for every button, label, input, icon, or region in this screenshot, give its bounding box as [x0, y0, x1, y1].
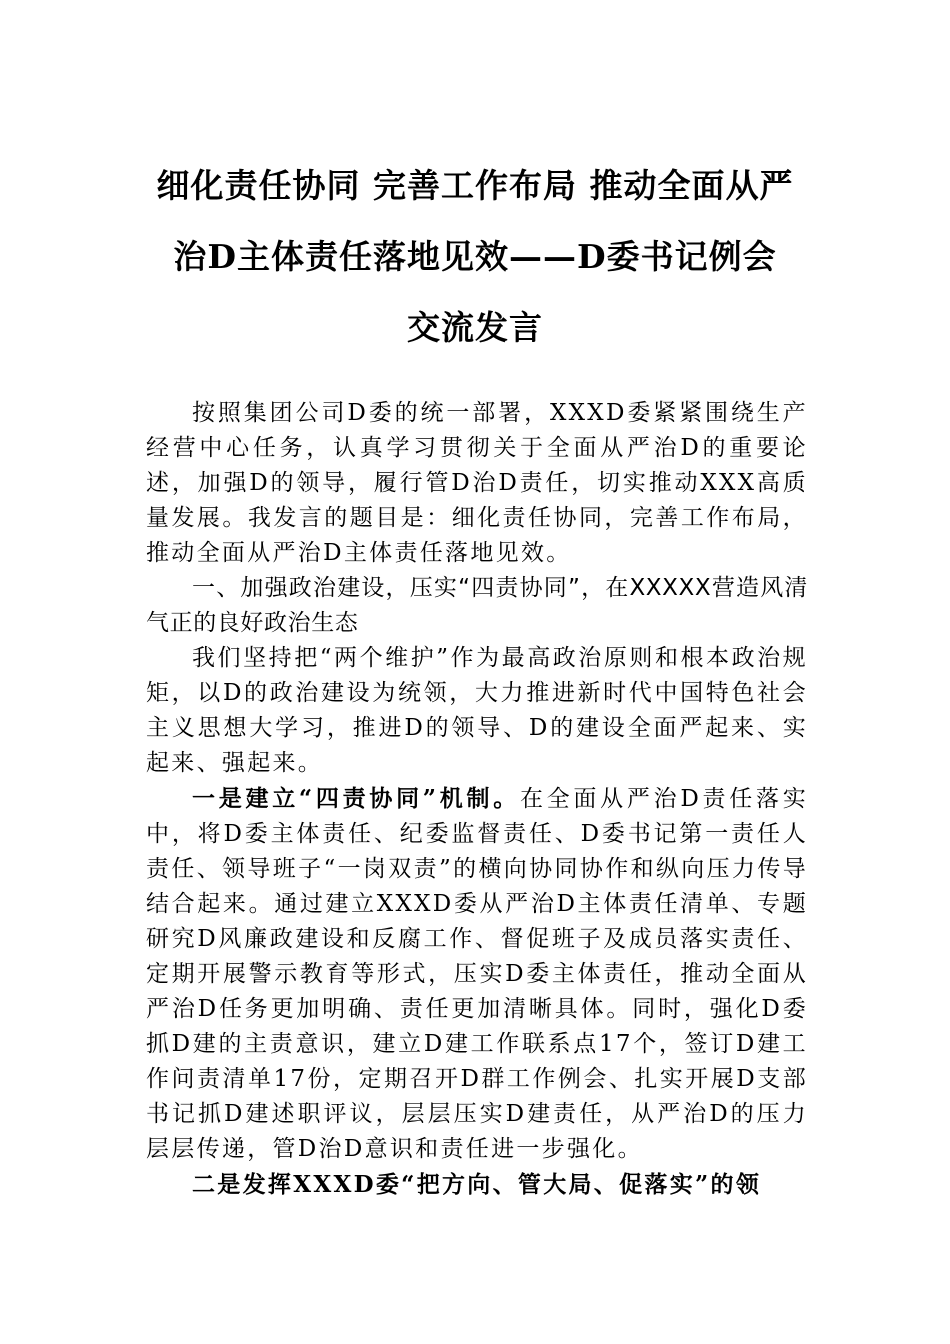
section-heading-1 [146, 571, 808, 641]
intro-paragraph [146, 396, 808, 571]
section-1-paragraph-text: 我们坚持把“两个维护”作为最高政治原则和根本政治规矩，以D的政治建设为统领，大力推进新时代中国特色社会主义思想大学习，推进D的领导、D的建设全面严起来、实起来、强起来。 [146, 645, 808, 776]
document-body [146, 396, 808, 1203]
point-2-paragraph [146, 1167, 808, 1203]
point-2-lead: 二是发挥XXXD委“把方向、管大局、促落实”的领 [192, 1171, 762, 1198]
point-1-lead: 一是建立“四责协同”机制。 [192, 785, 520, 812]
point-1-paragraph [146, 781, 808, 1167]
intro-paragraph-text: 按照集团公司D委的统一部署，XXXD委紧紧围绕生产经营中心任务，认真学习贯彻关于全面从严治D的重要论述，加强D的领导，履行管D治D责任，切实推动XXX高质量发展。我发言的题目是：细化责任协同，完善工作布局，推动全面从严治D主体责任落地见效。 [146, 400, 808, 566]
point-1-text: 在全面从严治D责任落实中，将D委主体责任、纪委监督责任、D委书记第一责任人责任、领导班子“一岗双责”的横向协同协作和纵向压力传导结合起来。通过建立XXXD委从严治D主体责任清单、专题研究D风廉政建设和反腐工作、督促班子及成员落实责任、定期开展警示教育等形式，压实D委主体责任，推动全面从严治D任务更加明确、责任更加清晰具体。同时，强化D委抓D建的主责意识，建立D建工作联系点17个，签订D建工作问责清单17份，定期召开D群工作例会、扎实开展D支部书记抓D建述职评议，层层压实D建责任，从严治D的压力层层传递，管D治D意识和责任进一步强化。 [146, 786, 808, 1162]
title-line-3: 交流发言 [407, 308, 543, 347]
title-line-2: 治D主体责任落地见效——D委书记例会 [173, 237, 777, 276]
title-line-1: 细化责任协同 完善工作布局 推动全面从严 [156, 166, 794, 205]
section-1-paragraph [146, 641, 808, 781]
section-heading-1-text: 一、加强政治建设，压实“四责协同”，在XXXXX营造风清气正的良好政治生态 [146, 575, 808, 636]
document-title [140, 150, 810, 363]
